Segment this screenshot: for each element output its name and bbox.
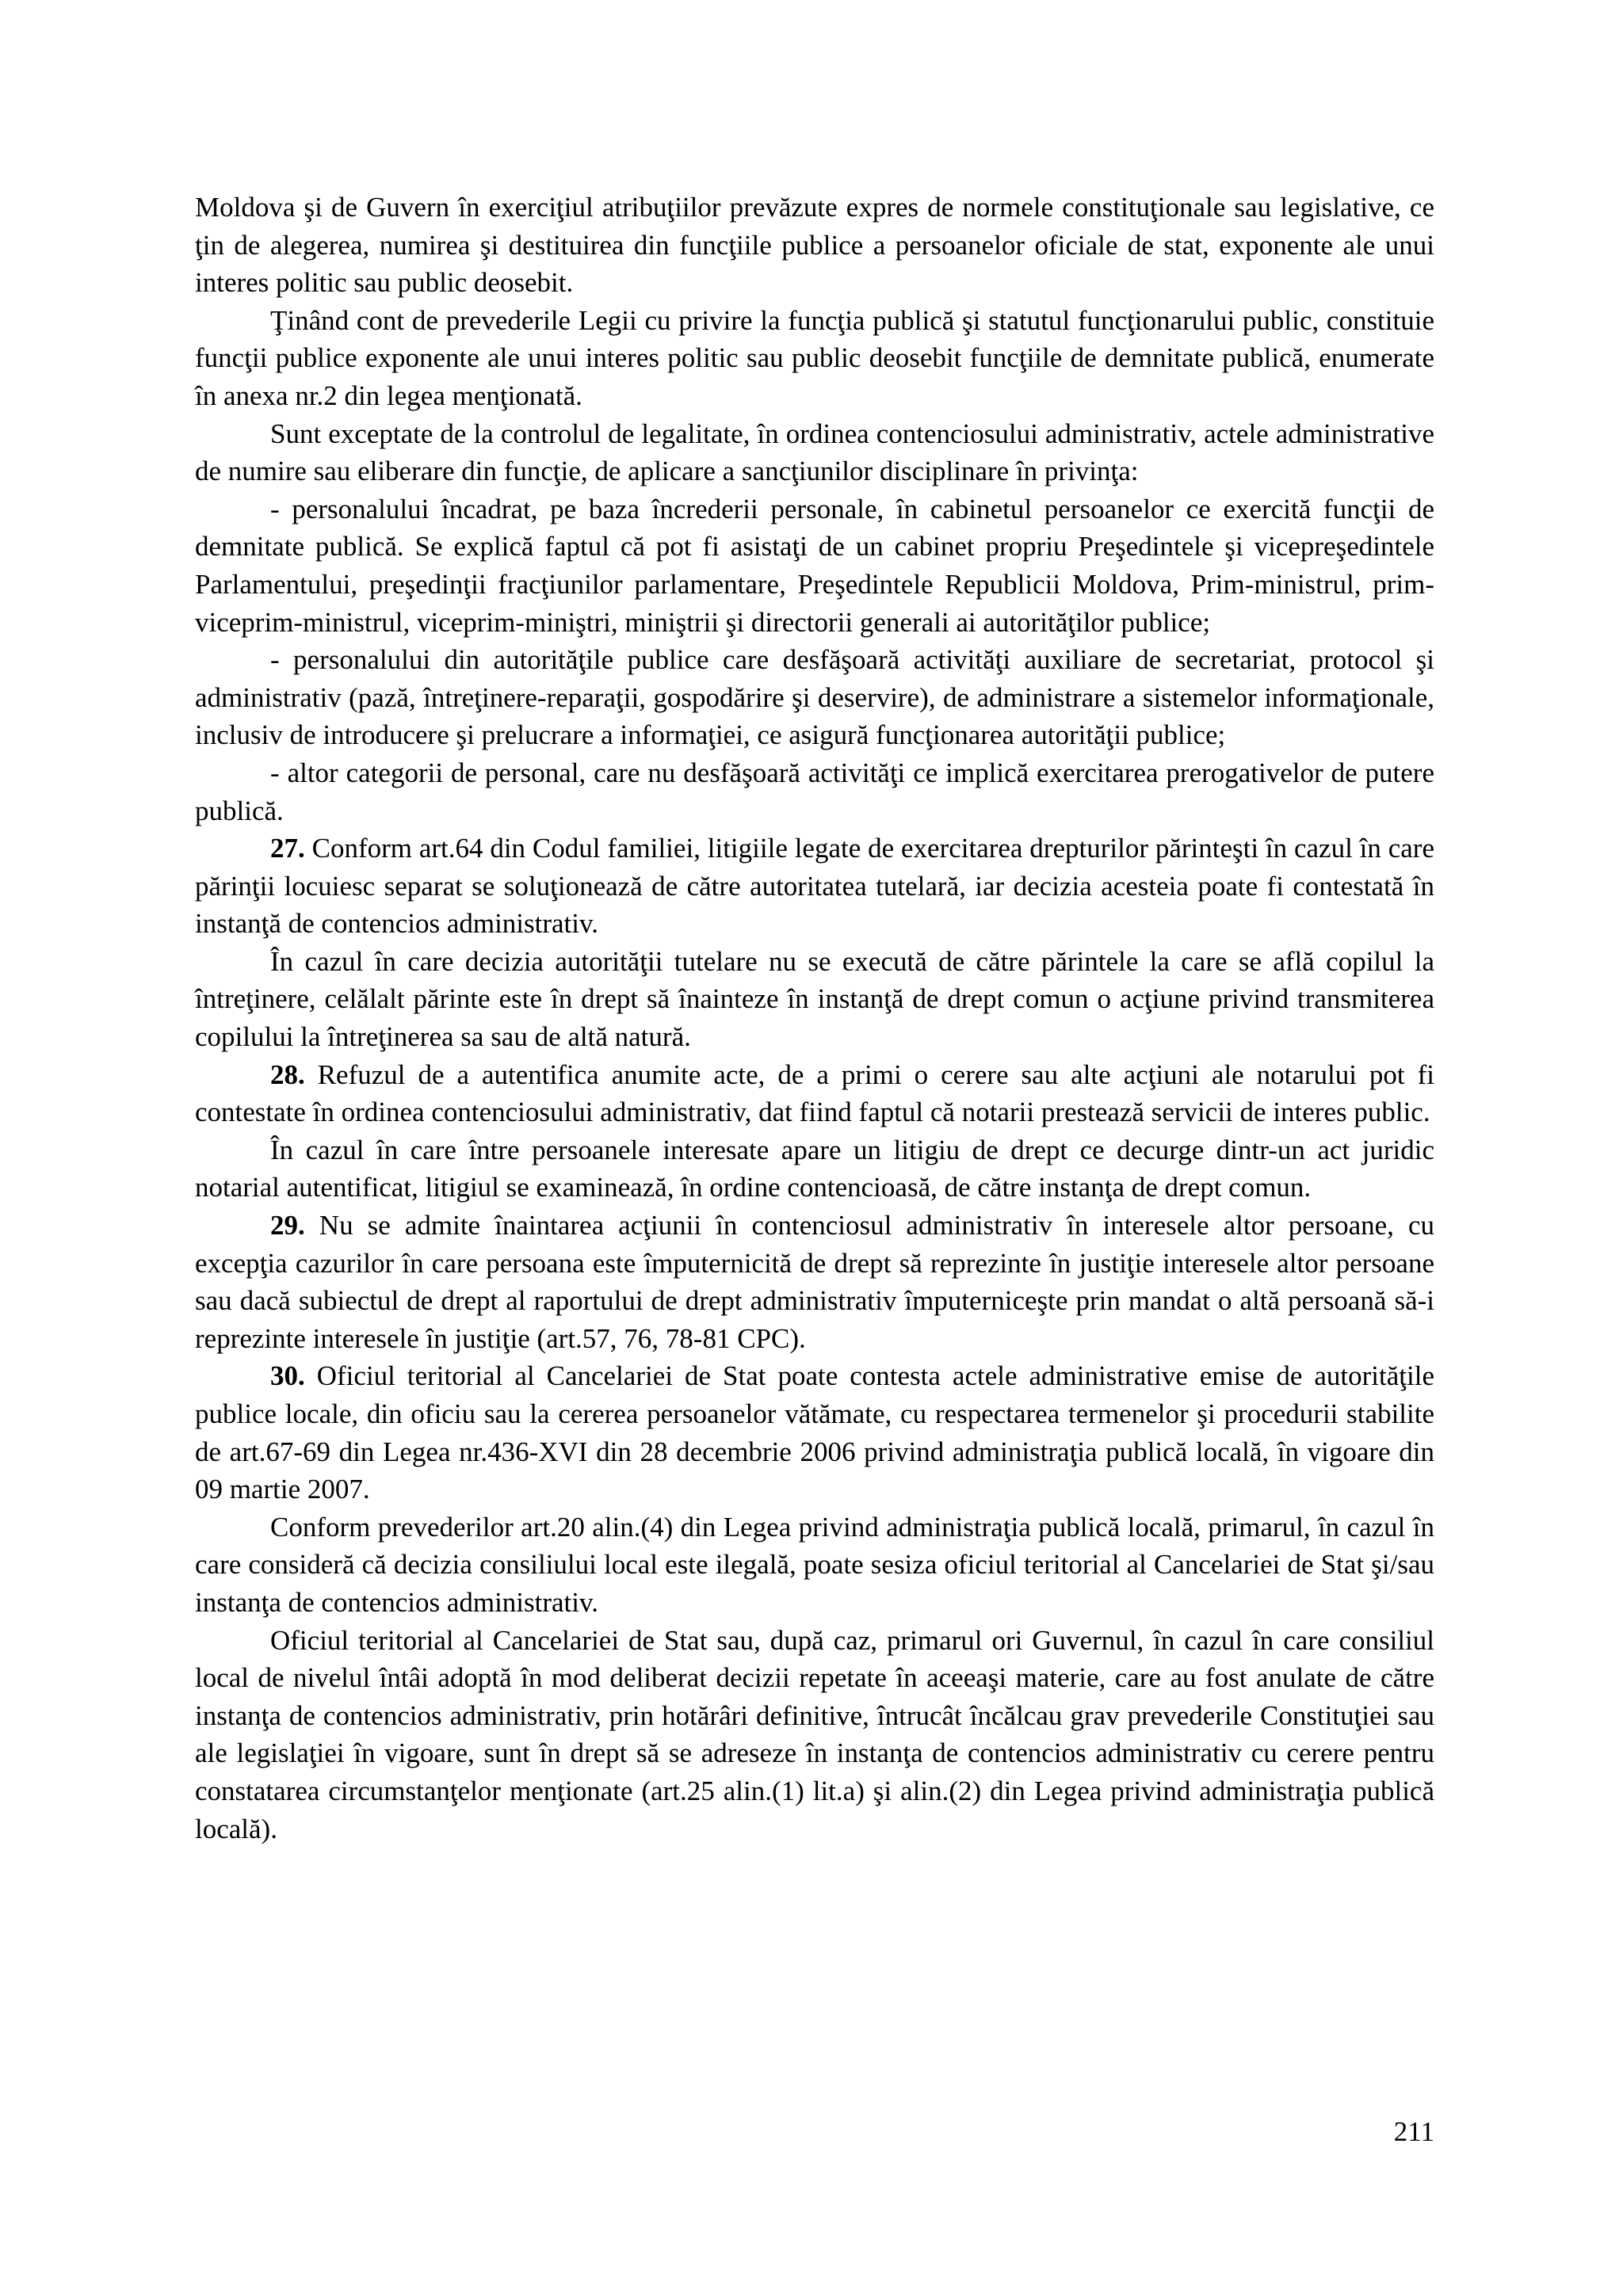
paragraph-text: Nu se admite înaintarea acţiunii în contenciosul administrativ în interesele altor persoane, cu excepţia cazurilor în care persoana este împuternicită de drept să reprezinte în justiţie interesele altor persoane sau dacă subiectul de drept al raportului de drept administrativ împuterniceşte prin mandat o altă persoană să-i reprezinte interesele în justiţie (art.57, 76, 78-81 CPC). <box>195 1210 1434 1354</box>
document-body <box>195 189 1434 1848</box>
paragraph-text: - altor categorii de personal, care nu desfăşoară activităţi ce implică exercitarea prerogativelor de putere publică. <box>195 757 1434 826</box>
paragraph-number: 27. <box>270 833 305 864</box>
paragraph <box>195 943 1434 1056</box>
paragraph <box>195 1508 1434 1622</box>
paragraph-number: 28. <box>270 1058 305 1090</box>
numbered-paragraph-28 <box>195 1056 1434 1131</box>
paragraph-text: Moldova şi de Guvern în exerciţiul atribuţiilor prevăzute expres de normele constituţionale sau legislative, ce ţin de alegerea, numirea şi destituirea din funcţiile publice a persoanelor oficiale de stat, exponente ale unui interes politic sau public deosebit. <box>195 192 1434 299</box>
paragraph-text: Conform prevederilor art.20 alin.(4) din Legea privind administraţia publică locală, primarul, în cazul în care consideră că decizia consiliului local este ilegală, poate sesiza oficiul teritorial al Cancelariei de Stat şi/sau instanţa de contencios administrativ. <box>195 1511 1434 1618</box>
paragraph-text: Sunt exceptate de la controlul de legalitate, în ordinea contenciosului administrativ, actele administrative de numire sau eliberare din funcţie, de aplicare a sancţiunilor disciplinare în privinţa: <box>195 418 1434 487</box>
paragraph-number: 30. <box>270 1360 305 1392</box>
paragraph-text: Oficiul teritorial al Cancelariei de Stat poate contesta actele administrative emise de autorităţile publice locale, din oficiu sau la cererea persoanelor vătămate, cu respectarea termenelor şi procedurii stabilite de art.67-69 din Legea nr.436-XVI din 28 decembrie 2006 privind administraţia publică locală, în vigoare din 09 martie 2007. <box>195 1360 1434 1505</box>
paragraph-text: Conform art.64 din Codul familiei, litigiile legate de exercitarea drepturilor părinteşti în cazul în care părinţii locuiesc separat se soluţionează de către autoritatea tutelară, iar decizia acesteia poate fi contestată în instanţă de contencios administrativ. <box>195 833 1434 940</box>
list-item <box>195 754 1434 830</box>
paragraph-text: Refuzul de a autentifica anumite acte, de a primi o cerere sau alte acţiuni ale notarului pot fi contestate în ordinea contenciosului administrativ, dat fiind faptul că notarii prestează servicii de interes public. <box>195 1058 1434 1128</box>
numbered-paragraph-27 <box>195 830 1434 943</box>
paragraph-text: În cazul în care decizia autorităţii tutelare nu se execută de către părintele la care se află copilul la întreţinere, celălalt părinte este în drept să înainteze în instanţă de drept comun o acţiune privind transmiterea copilului la întreţinerea sa sau de altă natură. <box>195 945 1434 1053</box>
paragraph <box>195 1131 1434 1207</box>
paragraph-number: 29. <box>270 1210 305 1241</box>
page-number: 211 <box>1393 2116 1434 2147</box>
list-item <box>195 641 1434 754</box>
paragraph-text: În cazul în care între persoanele interesate apare un litigiu de drept ce decurge dintr-un act juridic notarial autentificat, litigiul se examinează, în ordine contencioasă, de către instanţa de drept comun. <box>195 1134 1434 1203</box>
paragraph-text: - personalului încadrat, pe baza încrederii personale, în cabinetul persoanelor ce exercită funcţii de demnitate publică. Se explică faptul că pot fi asistaţi de un cabinet propriu Preşedintele şi vicepreşedintele Parlamentului, preşedinţii fracţiunilor parlamentare, Preşedintele Republicii Moldova, Prim-ministrul, prim-viceprim-ministrul, viceprim-miniştri, miniştrii şi directorii generali ai autorităţilor publice; <box>195 493 1434 638</box>
numbered-paragraph-29 <box>195 1207 1434 1357</box>
paragraph <box>195 415 1434 490</box>
paragraph-text: - personalului din autorităţile publice care desfăşoară activităţi auxiliare de secretariat, protocol şi administrativ (pază, întreţinere-reparaţii, gospodărire şi deservire), de administrare a sistemelor informaţionale, inclusiv de introducere şi prelucrare a informaţiei, ce asigură funcţionarea autorităţii publice; <box>195 644 1434 751</box>
paragraph-text: Oficiul teritorial al Cancelariei de Stat sau, după caz, primarul ori Guvernul, în cazul în care consiliul local de nivelul întâi adoptă în mod deliberat decizii repetate în aceeaşi materie, care au fost anulate de către instanţa de contencios administrativ, prin hotărâri definitive, întrucât încălcau grav prevederile Constituţiei sau ale legislaţiei în vigoare, sunt în drept să se adreseze în instanţa de contencios administrativ cu cerere pentru constatarea circumstanţelor menţionate (art.25 alin.(1) lit.a) şi alin.(2) din Legea privind administraţia publică locală). <box>195 1624 1434 1844</box>
paragraph <box>195 1622 1434 1848</box>
paragraph-continuation <box>195 189 1434 302</box>
paragraph-text: Ţinând cont de prevederile Legii cu privire la funcţia publică şi statutul funcţionarului public, constituie funcţii publice exponente ale unui interes politic sau public deosebit funcţiile de demnitate publică, enumerate în anexa nr.2 din legea menţionată. <box>195 304 1434 411</box>
numbered-paragraph-30 <box>195 1357 1434 1508</box>
list-item <box>195 490 1434 641</box>
paragraph <box>195 302 1434 415</box>
